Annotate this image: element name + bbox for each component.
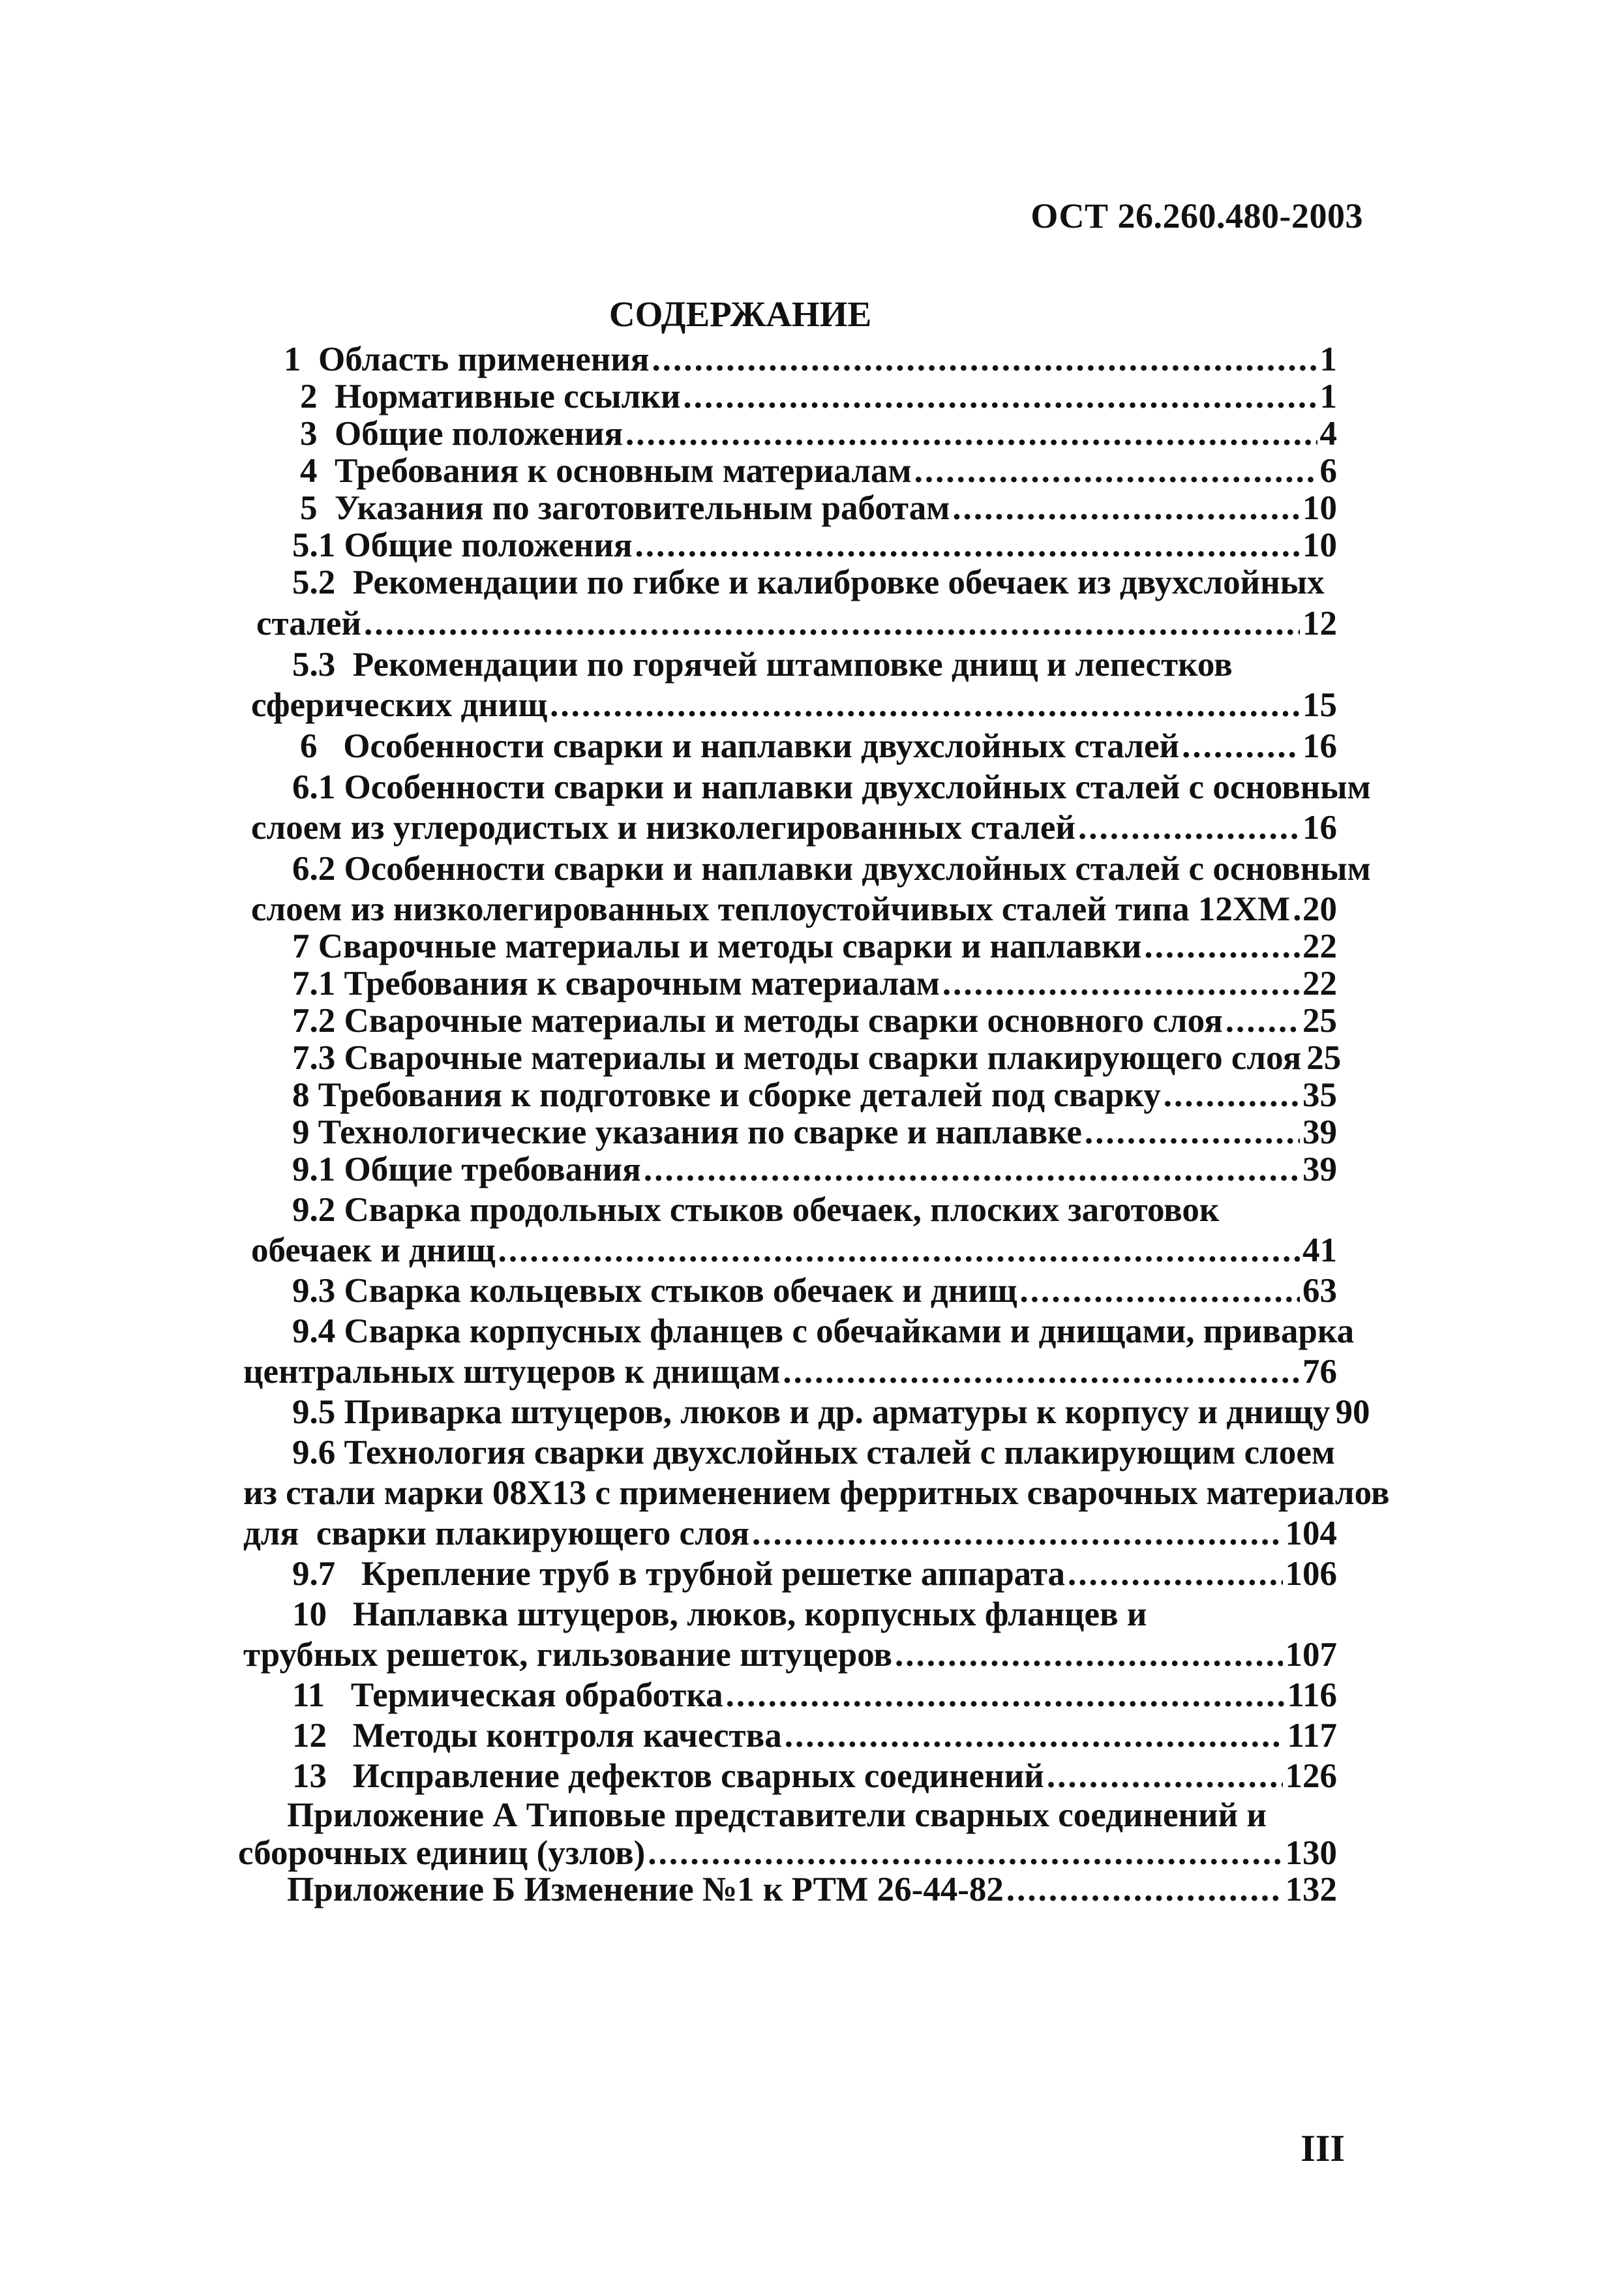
toc-entry-text: слоем из углеродистых и низколегированных сталей — [251, 809, 1075, 847]
toc-entry-text: 8 Требования к подготовке и сборке деталей под сварку — [292, 1076, 1161, 1114]
toc-entry-page: 63 — [1302, 1272, 1337, 1310]
toc-entry — [292, 1715, 1337, 1756]
toc-leader — [1085, 1112, 1300, 1153]
toc-entry-first-line: 5.3 Рекомендации по горячей штамповке днищ и лепестков — [292, 646, 1233, 684]
toc-entry-first-line: 6.1 Особенности сварки и наплавки двухслойных сталей с основным — [292, 768, 1371, 806]
toc-entry — [300, 376, 1337, 417]
toc-entry-text: сферических днищ — [251, 686, 548, 724]
toc-entry-first-line: 6.2 Особенности сварки и наплавки двухслойных сталей с основным — [292, 850, 1371, 888]
toc-entry — [292, 1149, 1337, 1190]
toc-leader — [1068, 1554, 1283, 1594]
toc-entry — [256, 603, 1337, 644]
toc-leader — [652, 339, 1317, 380]
toc-entry-text: обечаек и днищ — [251, 1231, 496, 1269]
toc-leader — [625, 414, 1317, 454]
toc-leader — [1047, 1756, 1283, 1796]
toc-entry — [251, 1230, 1337, 1271]
toc-leader — [1006, 1869, 1283, 1910]
toc-entry-page: 39 — [1302, 1151, 1337, 1188]
toc-leader — [914, 451, 1317, 491]
toc-leader — [498, 1230, 1300, 1271]
toc-entry-first-line: 5.2 Рекомендации по гибке и калибровке обечаек из двухслойных — [292, 564, 1325, 601]
toc-entry — [292, 1392, 1370, 1432]
toc-entry-page: 132 — [1285, 1871, 1337, 1908]
toc-entry-text: 5.1 Общие положения — [292, 526, 633, 564]
toc-entry-text: слоем из низколегированных теплоустойчивых сталей типа 12ХМ — [251, 890, 1291, 928]
toc-entry-page: 20 — [1302, 890, 1337, 928]
toc-entry-page: 126 — [1285, 1757, 1337, 1795]
toc-entry-page: 107 — [1285, 1636, 1337, 1674]
toc-entry-text: 9.5 Приварка штуцеров, люков и др. арматуры к корпусу и днищу — [292, 1393, 1331, 1431]
toc-entry-page: 39 — [1302, 1113, 1337, 1151]
toc-entry-first-line: 9.4 Сварка корпусных фланцев с обечайками и днищами, приварка — [292, 1312, 1355, 1350]
toc-entry-page: 6 — [1319, 452, 1337, 490]
toc-entry-text: 3 Общие положения — [300, 415, 624, 453]
toc-entry-text: сборочных единиц (узлов) — [238, 1834, 646, 1872]
toc-entry-page: 106 — [1285, 1555, 1337, 1593]
toc-entry — [300, 451, 1337, 491]
toc-entry — [292, 1112, 1337, 1153]
toc-leader — [635, 525, 1300, 565]
toc-entry — [287, 1869, 1337, 1910]
toc-leader — [364, 603, 1300, 644]
toc-entry-page: 16 — [1302, 727, 1337, 765]
toc-entry-text: 1 Область применения — [284, 340, 650, 378]
toc-entry-text: 7.3 Сварочные материалы и методы сварки плакирующего слоя — [292, 1039, 1302, 1077]
toc-entry — [243, 1513, 1337, 1554]
toc-entry-text: Приложение Б Изменение №1 к РТМ 26-44-82 — [287, 1871, 1004, 1908]
toc-entry-text: 7.1 Требования к сварочным материалам — [292, 965, 940, 1003]
table-of-contents — [0, 339, 1624, 1908]
toc-leader — [550, 685, 1300, 725]
toc-entry-text: сталей — [256, 605, 361, 642]
toc-entry-text: 9 Технологические указания по сварке и наплавке — [292, 1113, 1082, 1151]
toc-entry — [292, 525, 1337, 565]
toc-entry-page: 35 — [1302, 1076, 1337, 1114]
toc-entry — [238, 1833, 1337, 1873]
toc-entry-text: 2 Нормативные ссылки — [300, 378, 681, 415]
toc-entry — [251, 685, 1337, 725]
toc-entry — [300, 414, 1337, 454]
toc-entry — [300, 726, 1337, 766]
toc-entry — [292, 1075, 1337, 1115]
toc-entry — [284, 339, 1337, 380]
toc-entry-text: 13 Исправление дефектов сварных соединений — [292, 1757, 1044, 1795]
toc-entry — [300, 488, 1337, 528]
toc-leader — [1182, 726, 1300, 766]
toc-entry-page: 12 — [1302, 605, 1337, 642]
toc-entry-page: 16 — [1302, 809, 1337, 847]
toc-entry-page: 4 — [1319, 415, 1337, 453]
toc-entry-text: 9.1 Общие требования — [292, 1151, 641, 1188]
toc-entry-page: 117 — [1287, 1717, 1337, 1755]
toc-entry — [292, 926, 1337, 967]
toc-entry-text: 7 Сварочные материалы и методы сварки и наплавки — [292, 927, 1142, 965]
toc-leader — [895, 1635, 1283, 1675]
document-code: ОСТ 26.260.480-2003 — [1030, 196, 1363, 235]
toc-leader — [942, 963, 1300, 1004]
toc-entry-text: 7.2 Сварочные материалы и методы сварки основного слоя — [292, 1002, 1223, 1040]
toc-entry-text: 6 Особенности сварки и наплавки двухслойных сталей — [300, 727, 1180, 765]
toc-entry-first-line: Приложение А Типовые представители сварных соединений и — [287, 1796, 1267, 1834]
toc-entry-page: 41 — [1302, 1231, 1337, 1269]
toc-entry-page: 15 — [1302, 686, 1337, 724]
toc-entry-page: 1 — [1319, 378, 1337, 415]
toc-leader — [1020, 1271, 1300, 1311]
toc-entry-first-line: 9.2 Сварка продольных стыков обечаек, плоских заготовок — [292, 1191, 1220, 1229]
toc-entry-page: 130 — [1285, 1834, 1337, 1872]
toc-entry-page: 10 — [1302, 526, 1337, 564]
page-number: III — [1301, 2127, 1345, 2169]
toc-leader — [726, 1675, 1285, 1715]
toc-entry — [292, 1271, 1337, 1311]
toc-entry-text: трубных решеток, гильзование штуцеров — [243, 1636, 892, 1674]
toc-entry-text: 5 Указания по заготовительным работам — [300, 489, 950, 527]
toc-entry-text: центральных штуцеров к днищам — [243, 1353, 781, 1391]
toc-leader — [783, 1351, 1300, 1392]
toc-leader — [648, 1833, 1282, 1873]
toc-leader — [1164, 1075, 1300, 1115]
toc-entry-first-line: 10 Наплавка штуцеров, люков, корпусных фланцев и — [292, 1595, 1147, 1633]
toc-entry-page: 10 — [1302, 489, 1337, 527]
toc-leader — [785, 1715, 1285, 1756]
toc-entry — [251, 807, 1337, 848]
toc-entry-text: 9.7 Крепление труб в трубной решетке аппарата — [292, 1555, 1065, 1593]
toc-entry-text: 12 Методы контроля качества — [292, 1717, 782, 1755]
toc-entry-first-line: 9.6 Технология сварки двухслойных сталей с плакирующим слоем — [292, 1434, 1336, 1471]
toc-entry-page: 76 — [1302, 1353, 1337, 1391]
toc-entry — [292, 1554, 1337, 1594]
toc-entry — [292, 1038, 1342, 1078]
toc-entry-text: 11 Термическая обработка — [292, 1676, 723, 1714]
toc-entry-text: для сварки плакирующего слоя — [243, 1515, 749, 1552]
toc-leader — [1293, 889, 1300, 929]
toc-entry-page: 25 — [1306, 1039, 1342, 1077]
toc-entry — [243, 1635, 1337, 1675]
toc-entry — [292, 1756, 1337, 1796]
toc-entry — [292, 963, 1337, 1004]
toc-leader — [683, 376, 1317, 417]
toc-leader — [1144, 926, 1300, 967]
toc-entry — [292, 1675, 1337, 1715]
toc-title: СОДЕРЖАНИЕ — [609, 294, 872, 334]
toc-entry-second-line: из стали марки 08Х13 с применением ферритных сварочных материалов — [243, 1474, 1390, 1512]
toc-leader — [1226, 1001, 1300, 1041]
toc-entry-page: 25 — [1302, 1002, 1337, 1040]
toc-leader — [952, 488, 1300, 528]
toc-entry-page: 22 — [1302, 927, 1337, 965]
toc-entry-page: 1 — [1319, 340, 1337, 378]
toc-entry — [251, 889, 1337, 929]
toc-entry-text: 9.3 Сварка кольцевых стыков обечаек и днищ — [292, 1272, 1017, 1310]
toc-leader — [1078, 807, 1300, 848]
toc-entry-page: 104 — [1285, 1515, 1337, 1552]
toc-leader — [644, 1149, 1300, 1190]
toc-entry-page: 22 — [1302, 965, 1337, 1003]
toc-entry — [292, 1001, 1337, 1041]
toc-entry-page: 116 — [1287, 1676, 1337, 1714]
toc-leader — [752, 1513, 1283, 1554]
toc-entry — [243, 1351, 1337, 1392]
toc-entry-text: 4 Требования к основным материалам — [300, 452, 912, 490]
toc-entry-page: 90 — [1335, 1393, 1370, 1431]
